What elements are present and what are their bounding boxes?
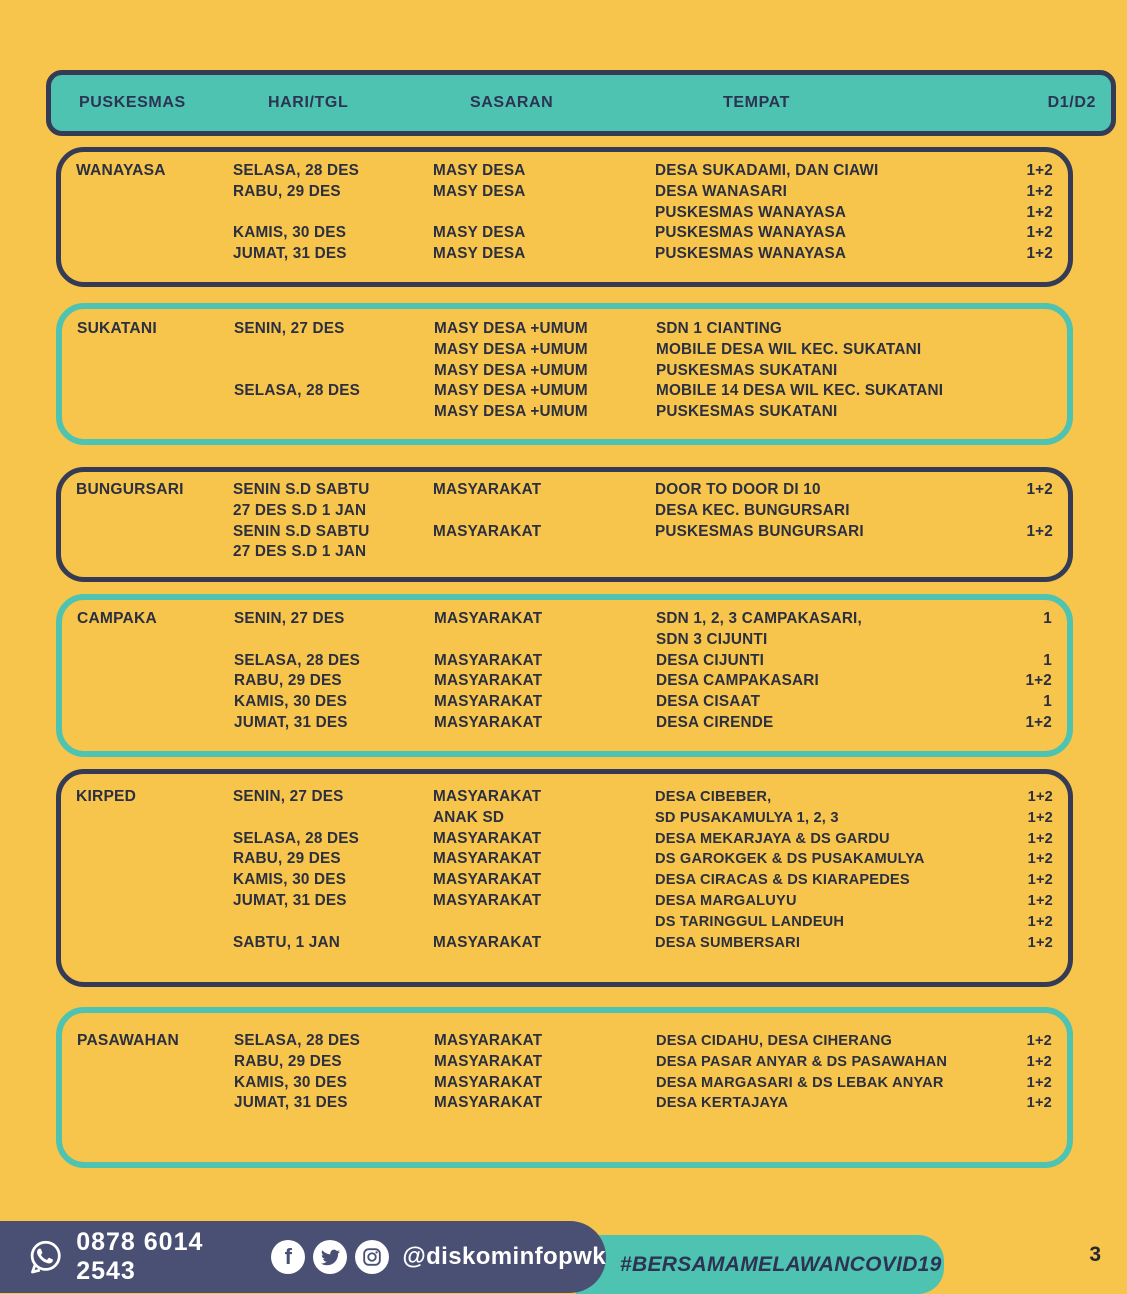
tempat-cell: PUSKESMAS WANAYASA [655,224,847,242]
dosis-cell: 1+2 [1026,162,1053,179]
dosis-cell: 1 [1043,610,1052,627]
table-row [61,542,1068,563]
tempat-cell: DESA WANASARI [655,182,788,200]
hari-cell: SENIN, 27 DES [234,320,345,337]
tempat-cell: DESA CIBEBER, [655,789,772,805]
table-row [61,912,1068,933]
sasaran-cell: MASYARAKAT [434,713,543,731]
sasaran-cell: MASY DESA +UMUM [434,361,588,379]
dosis-cell: 1 [1043,651,1052,669]
tempat-cell: PUSKESMAS BUNGURSARI [655,522,864,540]
hari-cell [233,808,433,829]
hari-cell: SELASA, 28 DES [234,382,361,400]
hari-cell: KAMIS, 30 DES [233,224,347,242]
puskesmas-name [76,542,233,563]
table-row [62,671,1067,692]
section-pasawahan [56,1007,1073,1168]
sasaran-cell: MASY DESA [433,162,526,179]
puskesmas-name [76,223,233,244]
section-wanayasa [56,147,1073,287]
tempat-cell: SDN 3 CIJUNTI [656,630,768,648]
puskesmas-name [77,381,234,402]
hari-cell [234,340,434,361]
tempat-cell: DS TARINGGUL LANDEUH [655,913,845,930]
hari-cell: JUMAT, 31 DES [233,245,347,263]
hari-cell: SELASA, 28 DES [234,651,361,669]
table-row [62,361,1067,382]
puskesmas-name: PASAWAHAN [77,1032,180,1049]
puskesmas-name: BUNGURSARI [76,481,184,498]
table-row [61,891,1068,912]
tempat-cell: MOBILE 14 DESA WIL KEC. SUKATANI [656,382,944,400]
sasaran-cell: MASYARAKAT [433,788,542,805]
dosis-cell: 1+2 [1027,872,1053,889]
puskesmas-name [77,692,234,713]
section-kirped [56,769,1073,987]
puskesmas-name [76,244,233,265]
dosis-cell: 1 [1043,693,1052,711]
tempat-cell: SDN 1, 2, 3 CAMPAKASARI, [656,610,862,627]
hari-cell: SENIN, 27 DES [234,610,345,627]
table-row [61,203,1068,224]
dosis-cell: 1+2 [1026,1074,1052,1091]
tempat-cell: DESA CISAAT [656,693,761,711]
puskesmas-name [76,829,233,850]
column-header-d1-d2: D1/D2 [1047,94,1096,111]
dosis-cell [990,361,1052,382]
table-row [62,381,1067,402]
facebook-icon: f [271,1240,305,1274]
tempat-cell: DESA CIRACAS & DS KIARAPEDES [655,872,910,889]
table-row [61,933,1068,954]
tempat-cell: SDN 1 CIANTING [656,320,783,337]
hari-cell: SELASA, 28 DES [233,162,360,179]
puskesmas-name: CAMPAKA [77,610,157,627]
hari-cell: SENIN, 27 DES [233,788,344,805]
puskesmas-name [77,1073,234,1094]
dosis-cell [990,381,1052,402]
tempat-cell: DESA PASAR ANYAR & DS PASAWAHAN [656,1053,948,1070]
puskesmas-name [77,671,234,692]
hari-cell [233,203,433,224]
footer-contact-bar [0,1221,606,1293]
hari-cell: RABU, 29 DES [234,1052,342,1070]
phone-number: 0878 6014 2543 [76,1228,204,1285]
dosis-cell: 1+2 [1027,892,1053,909]
puskesmas-name [77,713,234,734]
sasaran-cell [433,203,655,224]
table-row [62,402,1067,423]
sasaran-cell: MASYARAKAT [434,1073,543,1091]
tempat-cell: PUSKESMAS SUKATANI [656,361,838,379]
dosis-cell: 1+2 [1025,672,1052,690]
tempat-cell: PUSKESMAS SUKATANI [656,403,838,421]
puskesmas-name [76,870,233,891]
campaign-hashtag-box [576,1235,944,1294]
table-row [61,223,1068,244]
sasaran-cell: MASYARAKAT [434,1032,543,1049]
sasaran-cell: MASYARAKAT [433,850,542,868]
sasaran-cell: MASYARAKAT [434,1052,543,1070]
tempat-cell: PUSKESMAS WANAYASA [655,203,847,221]
hari-cell: JUMAT, 31 DES [234,1094,348,1112]
puskesmas-name [77,402,234,423]
table-row [61,501,1068,522]
hari-cell: KAMIS, 30 DES [234,1073,348,1091]
tempat-cell: SD PUSAKAMULYA 1, 2, 3 [655,809,839,826]
hari-cell: RABU, 29 DES [234,672,342,690]
hari-cell: RABU, 29 DES [233,182,341,200]
sasaran-cell: MASYARAKAT [433,871,542,889]
social-handle: @diskominfopwk [402,1243,606,1270]
hari-cell [234,361,434,382]
sasaran-cell: MASYARAKAT [434,1094,543,1112]
campaign-hashtag: #BERSAMAMELAWANCOVID19 [620,1252,942,1276]
sasaran-cell: MASYARAKAT [434,610,543,627]
hari-cell: SENIN S.D SABTU [233,481,370,498]
dosis-cell [991,542,1053,563]
table-row [61,849,1068,870]
twitter-icon [313,1240,347,1274]
table-row [61,182,1068,203]
puskesmas-name [77,630,234,651]
hari-cell [234,402,434,423]
puskesmas-name [76,849,233,870]
dosis-cell: 1+2 [1027,809,1053,826]
sasaran-cell: MASY DESA [433,182,526,200]
tempat-cell: MOBILE DESA WIL KEC. SUKATANI [656,340,922,358]
hari-cell: JUMAT, 31 DES [233,891,347,909]
dosis-cell: 1+2 [1025,713,1052,731]
tempat-cell: PUSKESMAS WANAYASA [655,245,847,263]
table-row [62,692,1067,713]
puskesmas-name [76,522,233,543]
sasaran-cell: MASYARAKAT [433,891,542,909]
column-header-sasaran: SASARAN [470,94,554,111]
table-row [61,870,1068,891]
table-header [46,70,1116,136]
sasaran-cell: MASY DESA [433,245,526,263]
dosis-cell: 1+2 [1027,934,1053,951]
puskesmas-name [76,933,233,954]
table-row [61,161,1068,182]
table-row [62,1073,1067,1094]
table-row [62,1031,1067,1052]
hari-cell: SABTU, 1 JAN [233,933,340,951]
dosis-cell: 1+2 [1026,1095,1052,1112]
dosis-cell: 1+2 [1027,830,1053,847]
table-row [62,713,1067,734]
sasaran-cell: MASY DESA +UMUM [434,340,588,358]
sasaran-cell [433,542,655,563]
sasaran-cell: MASY DESA +UMUM [434,320,588,337]
puskesmas-name: SUKATANI [77,320,157,337]
table-row [62,651,1067,672]
sasaran-cell: MASYARAKAT [434,693,543,711]
dosis-cell: 1+2 [1026,245,1053,263]
sasaran-cell [434,630,656,651]
section-bungursari [56,467,1073,582]
table-row [61,787,1068,808]
dosis-cell: 1+2 [1027,851,1053,868]
hari-cell: 27 DES S.D 1 JAN [233,543,367,561]
dosis-cell [990,630,1052,651]
column-header-tempat: TEMPAT [723,94,790,111]
sasaran-cell: MASYARAKAT [434,651,543,669]
dosis-cell: 1+2 [1027,913,1053,930]
sasaran-cell: MASYARAKAT [433,481,542,498]
dosis-cell [990,402,1052,423]
hari-cell: 27 DES S.D 1 JAN [233,501,367,519]
hari-cell: SELASA, 28 DES [234,1032,361,1049]
puskesmas-name [76,912,233,933]
table-row [62,609,1067,630]
sasaran-cell [433,912,655,933]
tempat-cell [655,542,991,563]
dosis-cell [991,501,1053,522]
dosis-cell: 1+2 [1026,481,1053,498]
dosis-cell: 1+2 [1026,224,1053,242]
dosis-cell: 1+2 [1026,522,1053,540]
tempat-cell: DESA MARGASARI & DS LEBAK ANYAR [656,1074,944,1091]
social-icons [271,1240,389,1274]
table-row [61,244,1068,265]
dosis-cell [990,340,1052,361]
puskesmas-name: WANAYASA [76,162,166,179]
section-campaka [56,594,1073,757]
dosis-cell: 1+2 [1026,1033,1052,1049]
table-row [62,1052,1067,1073]
tempat-cell: DESA CAMPAKASARI [656,672,819,690]
tempat-cell: DESA MARGALUYU [655,892,797,909]
sasaran-cell: MASYARAKAT [433,829,542,847]
hari-cell: SENIN S.D SABTU [233,522,370,540]
instagram-icon [355,1240,389,1274]
sasaran-cell: MASY DESA [433,224,526,242]
puskesmas-name [77,1052,234,1073]
table-row [62,340,1067,361]
hari-cell: SELASA, 28 DES [233,829,360,847]
puskesmas-name [77,340,234,361]
hari-cell: KAMIS, 30 DES [234,693,348,711]
dosis-cell: 1+2 [1026,1053,1052,1070]
puskesmas-name: KIRPED [76,788,137,805]
hari-cell: RABU, 29 DES [233,850,341,868]
hari-cell [233,912,433,933]
puskesmas-name [76,808,233,829]
table-row [62,1093,1067,1114]
column-header-hari-tgl: HARI/TGL [268,94,349,111]
sasaran-cell: MASYARAKAT [433,933,542,951]
table-row [61,808,1068,829]
tempat-cell: DESA MEKARJAYA & DS GARDU [655,830,890,847]
dosis-cell: 1+2 [1026,203,1053,221]
sasaran-cell: MASYARAKAT [434,672,543,690]
whatsapp-icon [26,1235,64,1279]
table-row [62,319,1067,340]
sasaran-cell: ANAK SD [433,808,505,826]
puskesmas-name [76,182,233,203]
tempat-cell: DESA KERTAJAYA [656,1095,789,1112]
section-sukatani [56,303,1073,445]
tempat-cell: DOOR TO DOOR DI 10 [655,481,821,498]
hari-cell: KAMIS, 30 DES [233,871,347,889]
hari-cell [234,630,434,651]
puskesmas-name [76,891,233,912]
tempat-cell: DS GAROKGEK & DS PUSAKAMULYA [655,851,925,868]
puskesmas-name [76,203,233,224]
table-row [62,630,1067,651]
table-row [61,480,1068,501]
puskesmas-name [77,651,234,672]
dosis-cell [990,319,1052,340]
dosis-cell: 1+2 [1026,182,1053,200]
puskesmas-name [77,1093,234,1114]
tempat-cell: DESA CIJUNTI [656,651,765,669]
column-header-puskesmas: PUSKESMAS [79,94,186,111]
sasaran-cell: MASY DESA +UMUM [434,403,588,421]
tempat-cell: DESA KEC. BUNGURSARI [655,501,850,519]
puskesmas-name [77,361,234,382]
table-row [61,829,1068,850]
dosis-cell: 1+2 [1027,789,1053,805]
tempat-cell: DESA CIDAHU, DESA CIHERANG [656,1033,893,1049]
tempat-cell: DESA SUMBERSARI [655,934,801,951]
tempat-cell: DESA SUKADAMI, DAN CIAWI [655,162,879,179]
puskesmas-name [76,501,233,522]
sasaran-cell: MASYARAKAT [433,522,542,540]
tempat-cell: DESA CIRENDE [656,713,774,731]
hari-cell: JUMAT, 31 DES [234,713,348,731]
page-number: 3 [1089,1243,1101,1266]
table-row [61,522,1068,543]
sasaran-cell [433,501,655,522]
sasaran-cell: MASY DESA +UMUM [434,382,588,400]
